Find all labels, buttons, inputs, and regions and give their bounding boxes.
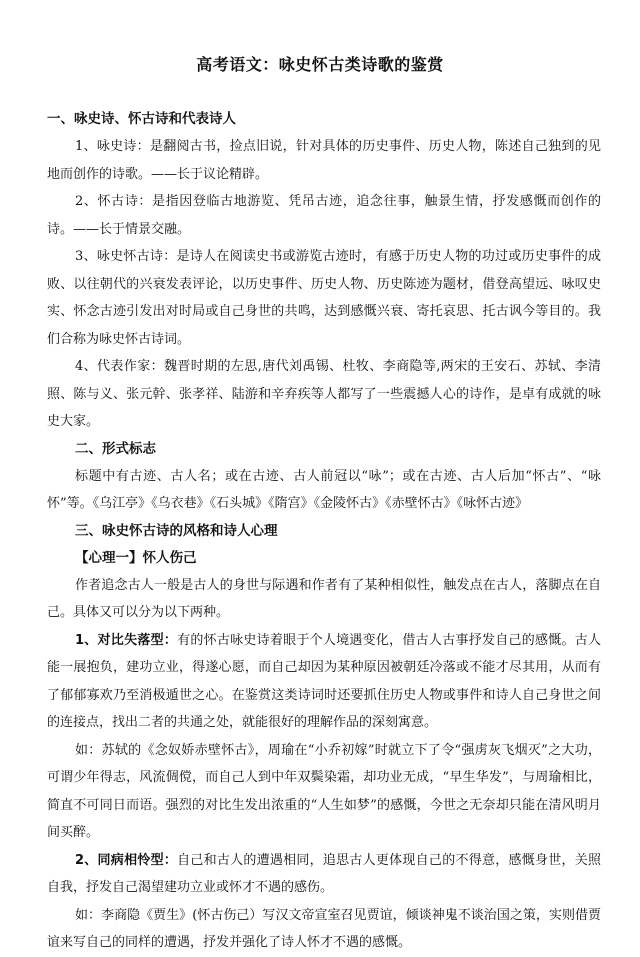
section-2-heading: 二、形式标志 (75, 440, 156, 457)
item-4-label: 4、代表作家： (75, 359, 164, 374)
item-3-label: 3、咏史怀古诗： (75, 249, 177, 264)
page-title: 高考语文：咏史怀古类诗歌的鉴赏 (196, 55, 444, 74)
section-1-item-1 (47, 133, 601, 188)
type-2-text: 自己和古人的遭遇相同，追思古人更体现自己的不得意，感慨身世，关照自我，抒发自己渴望建功立业或怀才不遇的感伤。 (47, 852, 601, 895)
item-3-text: 是诗人在阅读史书或游览古迹时，有感于历史人物的功过或历史事件的成败、以往朝代的兴衰发表评论，以历史事件、历史人物、历史陈迹为题材，借登高望远、咏叹史实、怀念古迹引发出对时局或自己身世的共鸣，达到感慨兴衰、寄托哀思、托古讽今等目的。我们合称为咏史怀古诗词。 (47, 249, 601, 347)
section-3-type-1 (47, 627, 601, 737)
section-1-heading: 一、咏史诗、怀古诗和代表诗人 (47, 111, 236, 127)
section-3-example-2: 如：李商隐《贾生》(怀古伤己）写汉文帝宣室召见贾谊，倾谈神鬼不谈治国之策，实则借贾谊来写自己的同样的遭遇，抒发并强化了诗人怀才不遇的感慨。 (47, 907, 601, 950)
type-2-label: 2、同病相怜型： (75, 852, 178, 868)
section-3-heading: 三、咏史怀古诗的风格和诗人心理 (75, 522, 278, 539)
item-1-text: 是翻阅古书，捡点旧说，针对具体的历史事件、历史人物，陈述自己独到的见地而创作的诗歌。——长于议论精辟。 (47, 139, 601, 182)
item-1-label: 1、咏史诗： (75, 139, 150, 154)
section-1-item-4 (47, 353, 601, 436)
document-body (47, 106, 601, 957)
section-1-item-3 (47, 243, 601, 353)
item-2-label: 2、怀古诗： (75, 194, 153, 209)
section-2-text: 标题中有古迹、古人名；或在古迹、古人前冠以“咏”；或在古迹、古人后加“怀古”、“咏怀”等。《乌江亭》《乌衣巷》《石头城》《隋宫》《金陵怀古》《赤壁怀古》《咏怀古迹》 (47, 468, 601, 511)
item-4-text: 魏晋时期的左思,唐代刘禹锡、杜牧、李商隐等,两宋的王安石、苏轼、李清照、陈与义、张元幹、张孝祥、陆游和辛弃疾等人都写了一些震撼人心的诗作，是卓有成就的咏史大家。 (47, 359, 601, 429)
section-3-subheading: 【心理一】怀人伤己 (75, 549, 197, 566)
section-3-type-2 (47, 847, 601, 902)
type-1-label: 1、对比失落型： (75, 632, 178, 648)
type-1-text: 有的怀古咏史诗着眼于个人境遇变化，借古人古事抒发自己的感慨。古人能一展抱负，建功立业，得遂心愿，而自己却因为某种原因被朝廷冷落或不能才尽其用，从而有了郁郁寡欢乃至消极遁世之心。在鉴赏这类诗词时还要抓住历史人物或事件和诗人自己身世之间的连接点，找出二者的共通之处，就能很好的理解作品的深刻寓意。 (47, 632, 601, 730)
section-3-example-1: 如：苏轼的《念奴娇赤壁怀古》，周瑜在“小乔初嫁”时就立下了令“强虏灰飞烟灭”之大功，可谓少年得志，风流倜傥，而自己人到中年双鬓染霜，却功业无成，“早生华发”，与周瑜相比，简直不可同日而语。强烈的对比生发出浓重的“人生如梦”的感慨，今世之无奈却只能在清风明月间买醉。 (47, 742, 601, 840)
item-2-text: 是指因登临古地游览、凭吊古迹，追念往事，触景生情，抒发感慨而创作的诗。——长于情景交融。 (47, 194, 601, 237)
section-3-intro: 作者追念古人一般是古人的身世与际遇和作者有了某种相似性，触发点在古人，落脚点在自己。具体又可以分为以下两种。 (47, 577, 601, 620)
section-1-item-2 (47, 188, 601, 243)
